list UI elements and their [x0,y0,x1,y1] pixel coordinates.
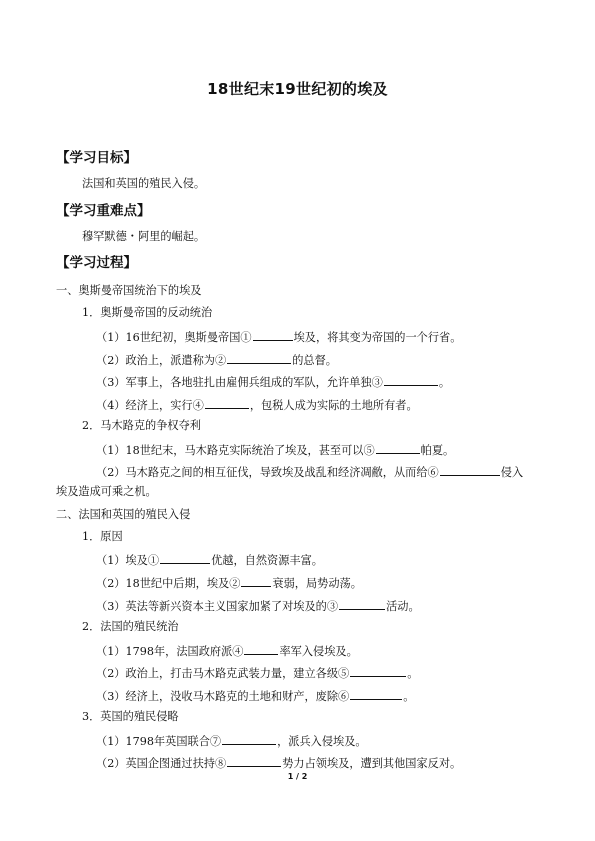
item-text: 。 [438,376,451,389]
item-text: 的总督。 [292,354,337,367]
item-text: （1）16世纪初，奥斯曼帝国① [96,331,252,344]
fill-blank[interactable] [253,329,293,341]
part2-heading: 二、法国和英国的殖民入侵 [56,508,191,521]
fill-blank[interactable] [244,643,278,655]
keypoints-heading: 【学习重难点】 [56,203,151,219]
fill-blank[interactable] [350,665,406,677]
item-text: （2）马木路克之间的相互征伐，导致埃及战乱和经济凋敝，从而给⑥ [96,466,439,479]
part2-s2-item1 [96,643,358,659]
part1-s1-item1 [96,329,461,345]
item-text: 活动。 [386,600,420,613]
item-text: ，包税人成为实际的土地所有者。 [249,399,418,412]
fill-blank[interactable] [227,352,291,364]
item-text: 优越，自然资源丰富。 [211,554,323,567]
item-text: 埃及，将其变为帝国的一个行省。 [293,331,462,344]
item-text: 率军入侵埃及。 [279,645,358,658]
item-text: 势力占领埃及，遭到其他国家反对。 [282,757,462,770]
fill-blank[interactable] [205,397,249,409]
fill-blank[interactable] [222,733,276,745]
item-text: 。 [407,667,419,680]
item-text: （2）政治上，打击马木路克武装力量，建立各级⑤ [96,667,350,680]
part2-s2-item2 [96,665,418,681]
page-number: 1 / 2 [287,772,308,781]
item-text: 侵入 [500,466,524,479]
fill-blank[interactable] [440,464,500,476]
part2-s1-item1 [96,552,323,568]
item-text: （3）军事上，各地驻扎由雇佣兵组成的军队，允许单独③ [96,376,383,389]
item-text: （1）1798年，法国政府派④ [96,645,244,658]
item-text: 帕夏。 [420,444,455,457]
item-text: （4）经济上，实行④ [96,399,204,412]
part1-s2-item2-continued: 埃及造成可乘之机。 [56,485,157,498]
part1-s2-item2 [96,464,523,480]
part2-s3-title: 3．英国的殖民侵略 [82,710,179,723]
part1-s1-item4 [96,397,418,413]
part1-s1-item3 [96,374,450,390]
item-text: （3）英法等新兴资本主义国家加紧了对埃及的③ [96,600,339,613]
item-text: （2）18世纪中后期，埃及② [96,577,241,590]
item-text: （2）英国企图通过扶持⑧ [96,757,227,770]
part2-s2-title: 2．法国的殖民统治 [82,620,179,633]
fill-blank[interactable] [227,755,281,767]
item-text: （1）1798年英国联合⑦ [96,735,222,748]
part2-s3-item1 [96,733,367,749]
process-heading: 【学习过程】 [56,255,137,271]
page-title: 18世纪末19世纪初的埃及 [207,80,388,98]
part2-s1-item2 [96,575,362,591]
goals-text: 法国和英国的殖民入侵。 [82,177,206,190]
fill-blank[interactable] [339,598,385,610]
item-text: （2）政治上，派遣称为② [96,354,227,367]
part1-s1-title: 1．奥斯曼帝国的反动统治 [82,306,213,319]
keypoints-text: 穆罕默德・阿里的崛起。 [82,230,206,243]
fill-blank[interactable] [241,575,271,587]
fill-blank[interactable] [160,552,210,564]
item-text: 。 [403,690,415,703]
item-text: （3）经济上，没收马木路克的土地和财产，废除⑥ [96,690,350,703]
part2-s1-item3 [96,598,420,614]
part2-s2-item3 [96,688,414,704]
part1-heading: 一、奥斯曼帝国统治下的埃及 [56,284,202,297]
item-text: ，派兵入侵埃及。 [277,735,367,748]
part2-s3-item2 [96,755,461,771]
part2-s1-title: 1．原因 [82,530,123,543]
item-text: （1）18世纪末，马木路克实际统治了埃及，甚至可以⑤ [96,444,375,457]
part1-s2-title: 2．马木路克的争权夺利 [82,419,201,432]
goals-heading: 【学习目标】 [56,150,137,166]
item-text: （1）埃及① [96,554,160,567]
part1-s2-item1 [96,442,454,458]
fill-blank[interactable] [384,374,438,386]
part1-s1-item2 [96,352,337,368]
fill-blank[interactable] [376,442,420,454]
item-text: 衰弱，局势动荡。 [272,577,362,590]
fill-blank[interactable] [350,688,402,700]
